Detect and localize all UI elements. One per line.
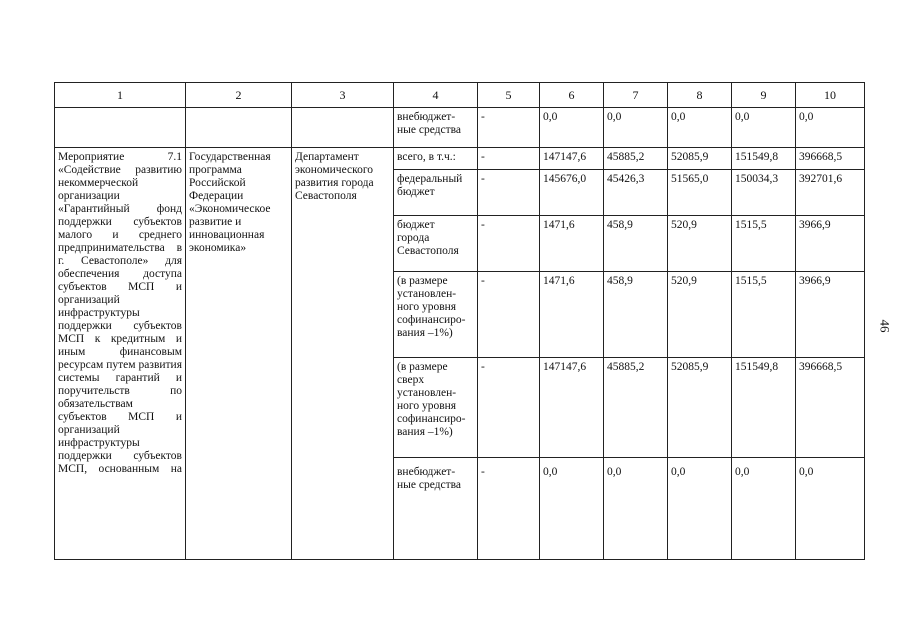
- col5-cell: -: [478, 108, 540, 148]
- empty-cell: [186, 108, 292, 148]
- value-cell: 0,0: [796, 458, 865, 560]
- responsible-executor: Департамент экономического развития города Севастополя: [292, 148, 394, 560]
- value-cell: 520,9: [668, 216, 732, 272]
- page-number: 46: [877, 319, 893, 333]
- value-cell: 3966,9: [796, 216, 865, 272]
- value-cell: 1471,6: [540, 272, 604, 358]
- header-cell: 6: [540, 83, 604, 108]
- value-cell: 0,0: [796, 108, 865, 148]
- value-cell: 147147,6: [540, 148, 604, 170]
- value-cell: 458,9: [604, 216, 668, 272]
- value-cell: 145676,0: [540, 170, 604, 216]
- value-cell: 0,0: [668, 458, 732, 560]
- header-cell: 10: [796, 83, 865, 108]
- header-cell: 5: [478, 83, 540, 108]
- col5-cell: -: [478, 148, 540, 170]
- activity-description: Мероприятие 7.1 «Содействие развитию некоммерческой организации «Гарантийный фонд поддержки субъектов малого и среднего предпринимательства в г. Севастополе» для обеспечения доступа субъектов МСП и организаций инфраструктуры поддержки субъектов МСП к кредитным и иным финансовым ресурсам путем развития системы гарантий и поручительств по обязательствам субъектов МСП и организаций инфраструктуры поддержки субъектов МСП, основанным на: [55, 148, 186, 560]
- value-cell: 45426,3: [604, 170, 668, 216]
- header-cell: 3: [292, 83, 394, 108]
- col5-cell: -: [478, 272, 540, 358]
- header-cell: 2: [186, 83, 292, 108]
- value-cell: 1515,5: [732, 216, 796, 272]
- value-cell: 45885,2: [604, 358, 668, 458]
- program-table: [54, 82, 865, 560]
- empty-cell: [292, 108, 394, 148]
- table-row: [55, 108, 865, 148]
- header-cell: 7: [604, 83, 668, 108]
- value-cell: 45885,2: [604, 148, 668, 170]
- header-cell: 9: [732, 83, 796, 108]
- col5-cell: -: [478, 170, 540, 216]
- col5-cell: -: [478, 458, 540, 560]
- value-cell: 1515,5: [732, 272, 796, 358]
- empty-cell: [55, 108, 186, 148]
- funding-source-cell: (в размере сверх установлен- ного уровня софинансиро- вания –1%): [394, 358, 478, 458]
- table-row: [55, 148, 865, 170]
- value-cell: 147147,6: [540, 358, 604, 458]
- value-cell: 150034,3: [732, 170, 796, 216]
- col5-cell: -: [478, 216, 540, 272]
- funding-source-cell: всего, в т.ч.:: [394, 148, 478, 170]
- value-cell: 0,0: [540, 458, 604, 560]
- value-cell: 51565,0: [668, 170, 732, 216]
- header-cell: 8: [668, 83, 732, 108]
- value-cell: 0,0: [540, 108, 604, 148]
- value-cell: 52085,9: [668, 148, 732, 170]
- value-cell: 396668,5: [796, 148, 865, 170]
- value-cell: 458,9: [604, 272, 668, 358]
- program-name: Государственная программа Российской Федерации «Экономическое развитие и инновационная экономика»: [186, 148, 292, 560]
- value-cell: 0,0: [604, 108, 668, 148]
- value-cell: 151549,8: [732, 148, 796, 170]
- funding-source-cell: (в размере установлен- ного уровня софинансиро- вания –1%): [394, 272, 478, 358]
- header-cell: 4: [394, 83, 478, 108]
- header-cell: 1: [55, 83, 186, 108]
- value-cell: 3966,9: [796, 272, 865, 358]
- value-cell: 1471,6: [540, 216, 604, 272]
- col5-cell: -: [478, 358, 540, 458]
- value-cell: 52085,9: [668, 358, 732, 458]
- value-cell: 151549,8: [732, 358, 796, 458]
- value-cell: 0,0: [732, 108, 796, 148]
- header-row: [55, 83, 865, 108]
- value-cell: 520,9: [668, 272, 732, 358]
- funding-source-cell: федеральный бюджет: [394, 170, 478, 216]
- value-cell: 392701,6: [796, 170, 865, 216]
- funding-source-cell: бюджет города Севастополя: [394, 216, 478, 272]
- value-cell: 0,0: [604, 458, 668, 560]
- funding-source-cell: внебюджет- ные средства: [394, 108, 478, 148]
- value-cell: 0,0: [668, 108, 732, 148]
- value-cell: 396668,5: [796, 358, 865, 458]
- funding-source-cell: внебюджет- ные средства: [394, 458, 478, 560]
- value-cell: 0,0: [732, 458, 796, 560]
